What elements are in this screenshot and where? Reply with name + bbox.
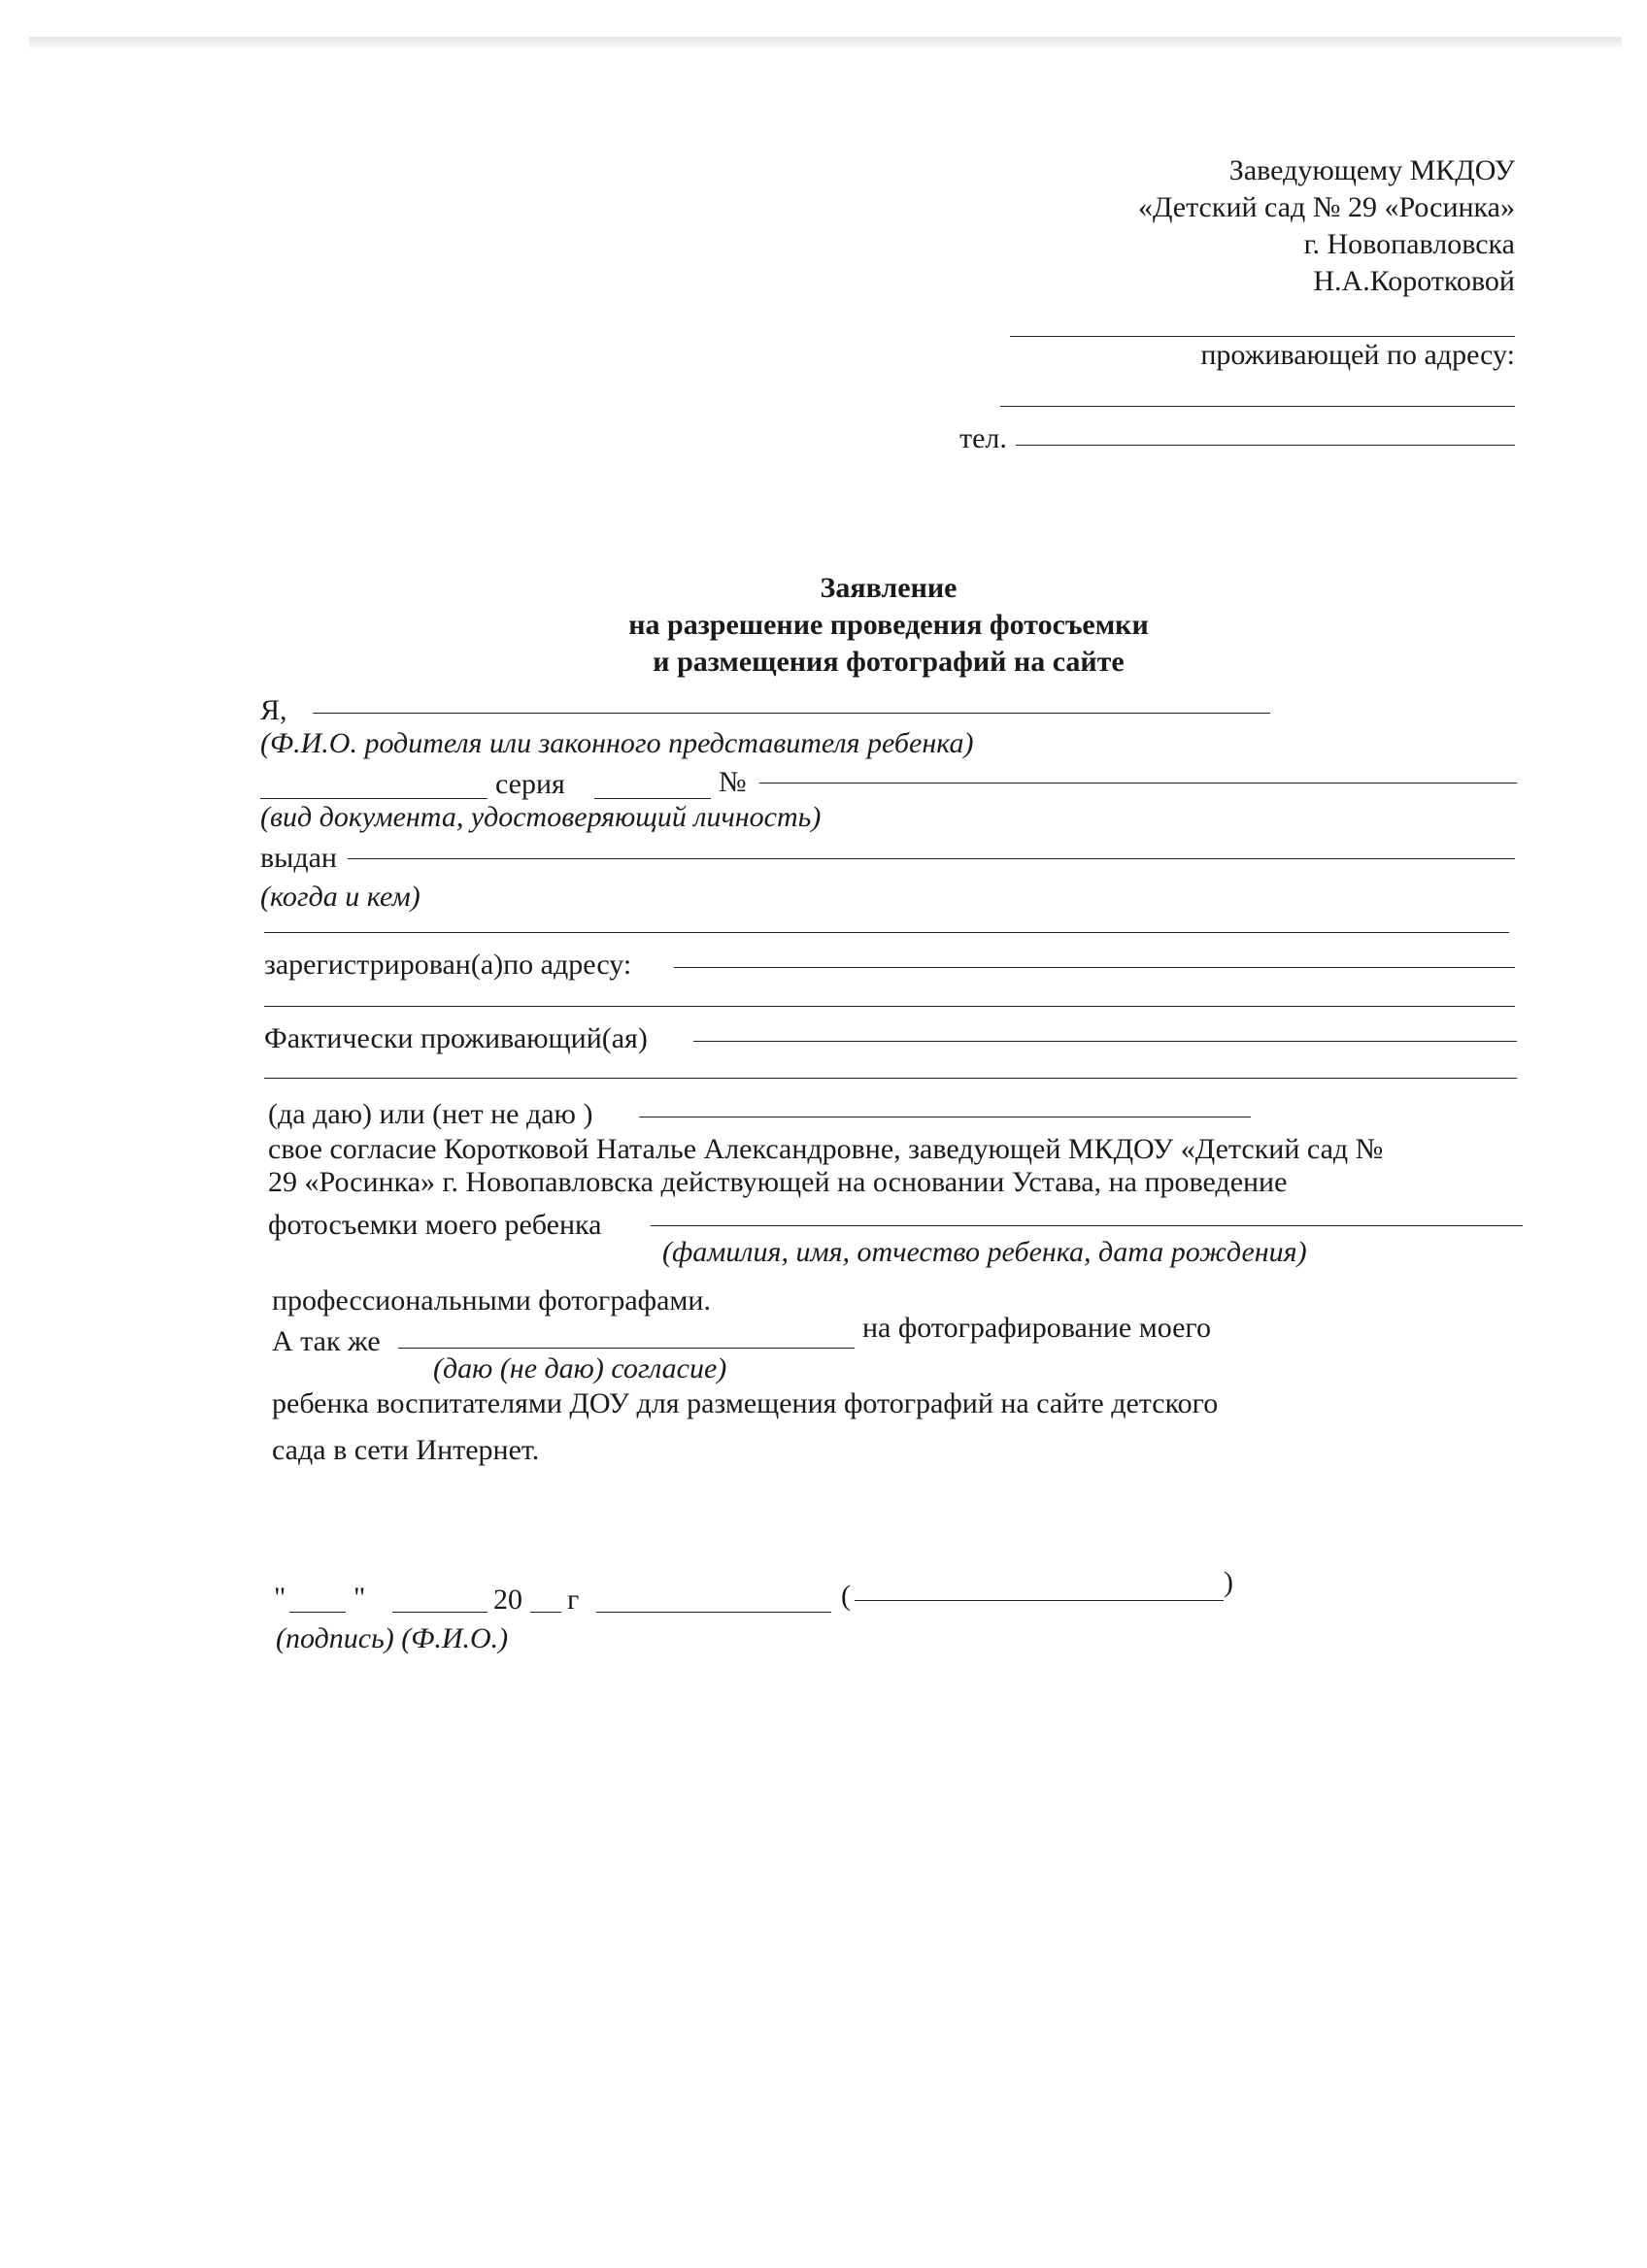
actual-line[interactable] [693, 1041, 1517, 1042]
year-suffix: г [567, 1584, 580, 1616]
paren-open: ( [841, 1580, 851, 1612]
signature-name-line[interactable] [855, 1600, 1224, 1601]
final-text-1: ребенка воспитателями ДОУ для размещения фотографий на сайте детского [272, 1387, 1219, 1419]
issued-line-2[interactable] [264, 932, 1509, 933]
final-text-2: сада в сети Интернет. [272, 1434, 540, 1466]
signature-line[interactable] [596, 1612, 831, 1613]
also-hint: (даю (не даю) согласие) [433, 1352, 727, 1384]
paren-close: ) [1224, 1566, 1233, 1598]
consent-label: (да даю) или (нет не даю ) [268, 1098, 593, 1130]
addressee-line-4: Н.А.Коротковой [1313, 265, 1515, 297]
registered-line-2[interactable] [264, 1006, 1515, 1007]
title-line-2: на разрешение проведения фотосъемки [628, 609, 1149, 641]
document-type-line[interactable] [260, 798, 487, 799]
issued-label: выдан [260, 842, 337, 874]
year-line[interactable] [530, 1612, 561, 1613]
applicant-name-line[interactable] [1010, 336, 1515, 337]
document-hint: (вид документа, удостоверяющий личность) [260, 801, 822, 833]
address-line[interactable] [1000, 406, 1515, 407]
number-label: № [719, 766, 747, 798]
signature-hint: (подпись) (Ф.И.О.) [276, 1622, 509, 1654]
year-prefix: 20 [493, 1584, 522, 1616]
issued-hint: (когда и кем) [260, 881, 420, 913]
title-line-3: и размещения фотографий на сайте [653, 646, 1125, 678]
actual-label: Фактически проживающий(ая) [264, 1022, 648, 1054]
phone-label: тел. [959, 422, 1007, 454]
registered-line[interactable] [674, 967, 1515, 968]
number-line[interactable] [759, 783, 1517, 784]
day-line[interactable] [289, 1612, 346, 1613]
also-tail: на фотографирование моего [862, 1312, 1211, 1344]
addressee-line-2: «Детский сад № 29 «Росинка» [1137, 191, 1515, 223]
consent-text-1: свое согласие Коротковой Наталье Александровне, заведующей МКДОУ «Детский сад № [268, 1133, 1384, 1165]
professional-text: профессиональными фотографами. [272, 1284, 711, 1317]
residing-label: проживающей по адресу: [1200, 339, 1515, 371]
consent-text-2: 29 «Росинка» г. Новопавловска действующей на основании Устава, на проведение [268, 1166, 1288, 1198]
quote-open: " [274, 1582, 286, 1614]
series-line[interactable] [594, 798, 711, 799]
quote-close: " [353, 1582, 366, 1614]
also-line[interactable] [398, 1348, 855, 1349]
also-label: А так же [272, 1325, 381, 1357]
child-hint: (фамилия, имя, отчество ребенка, дата рождения) [662, 1236, 1307, 1268]
addressee-line-3: г. Новопавловска [1303, 228, 1515, 260]
child-line[interactable] [651, 1225, 1523, 1226]
registered-label: зарегистрирован(а)по адресу: [264, 949, 632, 981]
title-line-1: Заявление [820, 572, 958, 604]
phone-line[interactable] [1016, 445, 1515, 446]
series-label: серия [495, 768, 565, 800]
scan-edge [29, 37, 1622, 50]
parent-fio-line[interactable] [313, 713, 1270, 714]
month-line[interactable] [392, 1612, 487, 1613]
addressee-line-1: Заведующему МКДОУ [1228, 154, 1515, 186]
issued-line[interactable] [348, 858, 1515, 859]
fio-hint: (Ф.И.О. родителя или законного представителя ребенка) [260, 727, 974, 759]
consent-text-3: фотосъемки моего ребенка [268, 1209, 602, 1241]
i-label: Я, [260, 694, 287, 726]
actual-line-2[interactable] [264, 1078, 1517, 1079]
